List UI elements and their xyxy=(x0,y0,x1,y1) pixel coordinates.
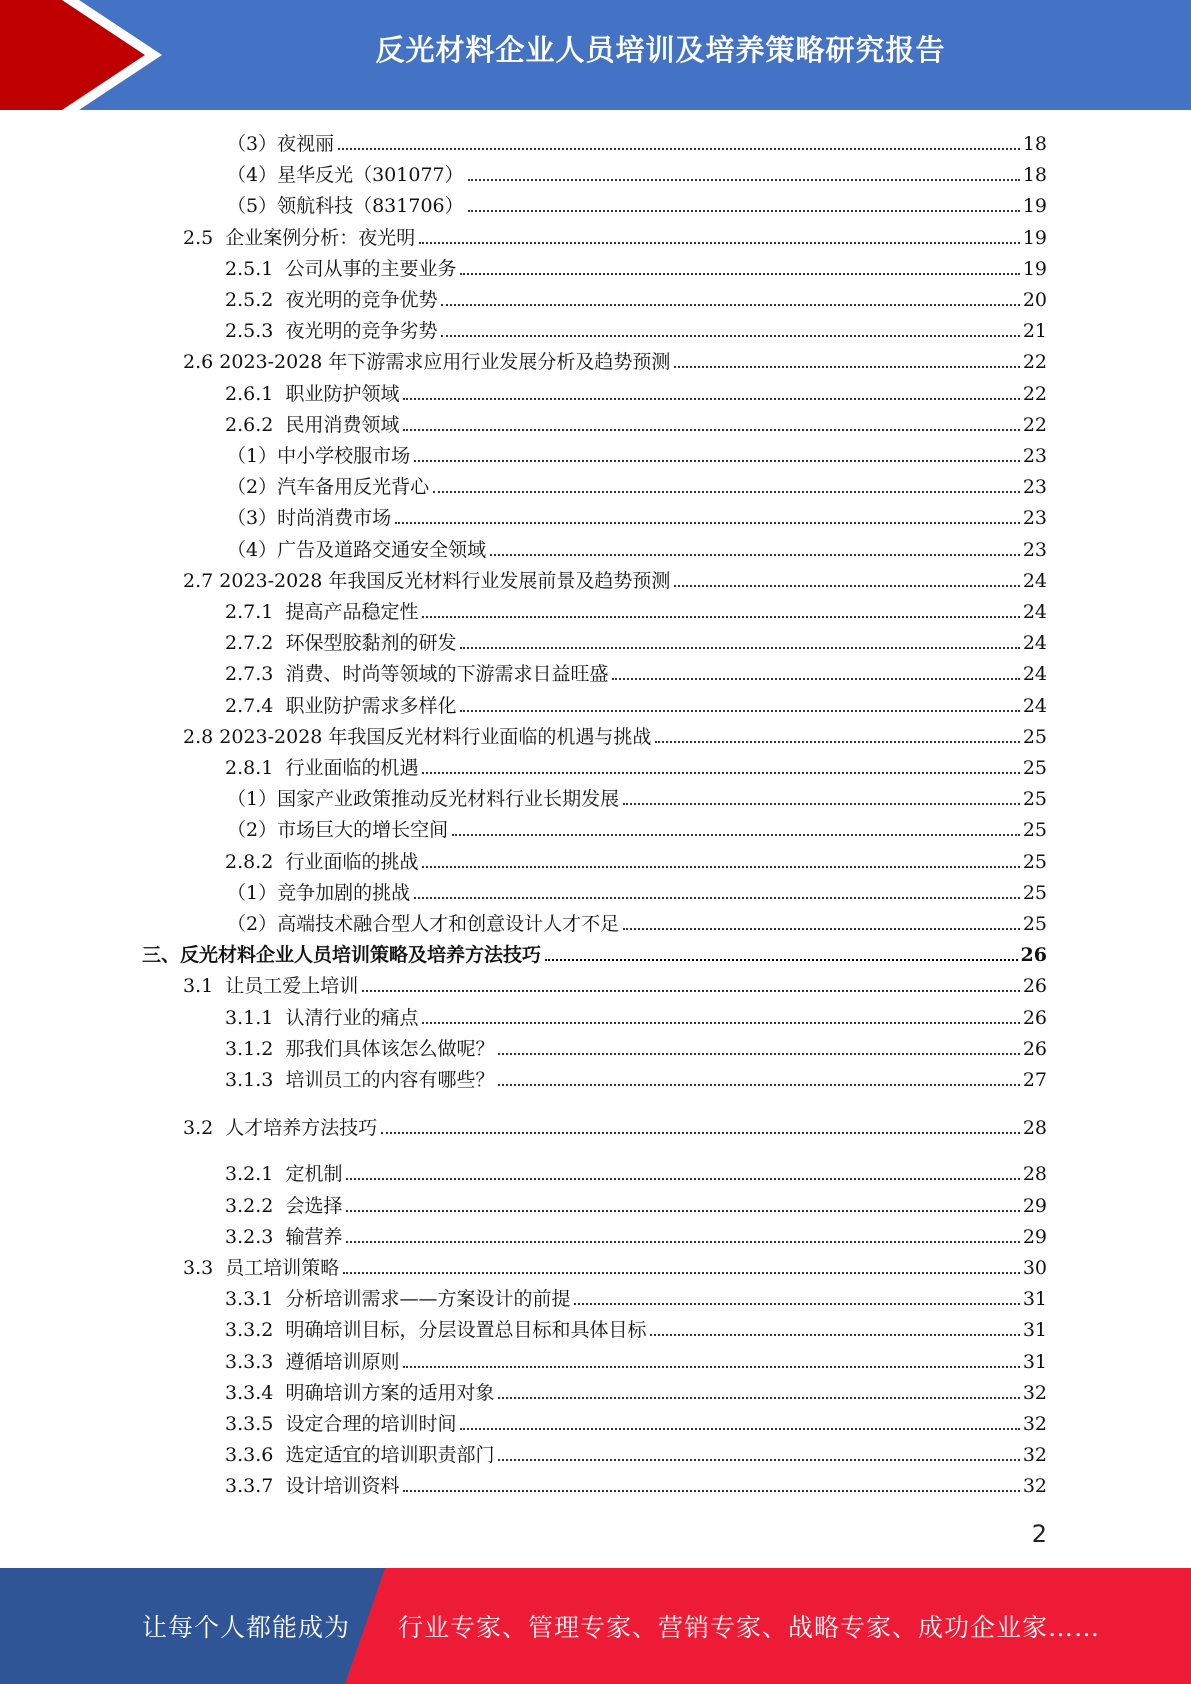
toc-entry-page: 32 xyxy=(1022,1444,1047,1467)
toc-entry-title: 夜光明的竞争劣势 xyxy=(285,320,438,343)
toc-chapter-entry[interactable] xyxy=(142,939,1047,967)
toc-entry[interactable] xyxy=(225,1221,1047,1249)
toc-entry-title: 广告及道路交通安全领域 xyxy=(277,538,487,561)
toc-entry-number: （1） xyxy=(227,445,278,467)
toc-entry-page: 25 xyxy=(1022,725,1047,748)
toc-entry-title: 民用消费领域 xyxy=(285,413,400,436)
toc-entry-number: 2.7.3 xyxy=(225,663,286,686)
toc-entry[interactable] xyxy=(225,253,1047,281)
toc-entry[interactable] xyxy=(225,409,1047,437)
toc-entry-page: 18 xyxy=(1022,133,1047,155)
toc-dot-leader xyxy=(460,273,1019,275)
toc-entry-title: 明确培训方案的适用对象 xyxy=(285,1381,495,1404)
toc-entry-title: 夜光明的竞争优势 xyxy=(285,289,438,311)
toc-entry-page: 31 xyxy=(1022,1288,1047,1311)
toc-entry-page: 26 xyxy=(1022,975,1047,998)
toc-dot-leader xyxy=(623,803,1020,805)
toc-entry[interactable] xyxy=(225,752,1047,780)
toc-entry-title: 培训员工的内容有哪些？ xyxy=(285,1069,495,1091)
toc-entry-number: 2.7 xyxy=(183,569,220,592)
toc-entry[interactable] xyxy=(225,1470,1047,1498)
toc-entry-title: 员工培训策略 xyxy=(225,1257,340,1279)
toc-entry-page: 24 xyxy=(1022,569,1047,592)
toc-entry-page: 19 xyxy=(1022,195,1047,218)
toc-dot-leader xyxy=(403,429,1019,431)
toc-entry-number: 3.3.3 xyxy=(225,1350,286,1373)
toc-entry[interactable] xyxy=(227,190,1047,218)
toc-entry-title: 设计培训资料 xyxy=(285,1475,400,1498)
toc-entry-page: 28 xyxy=(1022,1163,1047,1186)
toc-entry-title: 夜视丽 xyxy=(277,133,335,155)
toc-entry-page: 25 xyxy=(1022,819,1047,842)
toc-entry-number: 2.7.1 xyxy=(225,601,286,623)
toc-entry[interactable] xyxy=(225,1346,1047,1374)
toc-entry-page: 30 xyxy=(1022,1257,1047,1279)
toc-entry-number: 3.3.6 xyxy=(225,1444,286,1467)
toc-dot-leader xyxy=(623,928,1020,930)
toc-dot-leader xyxy=(403,1366,1019,1368)
toc-entry-page: 29 xyxy=(1022,1194,1047,1217)
toc-entry-page: 32 xyxy=(1022,1475,1047,1498)
toc-entry[interactable] xyxy=(225,1314,1047,1342)
footer-slogan-right: 行业专家、管理专家、营销专家、战略专家、成功企业家…… xyxy=(398,1613,1101,1642)
toc-dot-leader xyxy=(422,772,1019,774)
toc-entry-page: 23 xyxy=(1022,445,1047,467)
toc-entry-page: 20 xyxy=(1022,289,1047,311)
toc-entry-number: 3.3.2 xyxy=(225,1319,286,1342)
toc-entry-title: 星华反光（301077） xyxy=(277,164,464,187)
toc-entry-page: 32 xyxy=(1022,1381,1047,1404)
toc-entry-number: （5） xyxy=(227,195,278,218)
toc-entry-title: 分析培训需求——方案设计的前提 xyxy=(285,1288,571,1311)
toc-entry[interactable] xyxy=(225,846,1047,874)
toc-entry-number: 2.8.1 xyxy=(225,757,286,779)
toc-entry-page: 22 xyxy=(1022,351,1047,374)
toc-entry[interactable] xyxy=(227,128,1047,156)
toc-entry-number: （2） xyxy=(227,913,278,935)
toc-dot-leader xyxy=(338,148,1020,150)
toc-entry-title: 那我们具体该怎么做呢？ xyxy=(285,1037,495,1060)
toc-entry-title: 明确培训目标，分层设置总目标和具体目标 xyxy=(285,1319,647,1342)
toc-entry[interactable] xyxy=(227,814,1047,842)
toc-dot-leader xyxy=(346,1241,1019,1243)
toc-entry-page: 24 xyxy=(1022,601,1047,623)
toc-entry-number: 3.1.2 xyxy=(225,1037,286,1060)
header-chevron-decoration xyxy=(0,0,170,110)
toc-entry-title: 行业面临的机遇 xyxy=(285,757,419,779)
toc-entry[interactable] xyxy=(183,222,1047,250)
toc-entry[interactable] xyxy=(225,1408,1047,1436)
toc-dot-leader xyxy=(650,1334,1019,1336)
toc-dot-leader xyxy=(414,460,1020,462)
toc-entry-number: 3.2.3 xyxy=(225,1225,286,1248)
toc-entry[interactable] xyxy=(225,315,1047,343)
toc-entry[interactable] xyxy=(183,970,1047,998)
toc-entry[interactable] xyxy=(225,1283,1047,1311)
toc-entry-title: 提高产品稳定性 xyxy=(285,601,419,623)
toc-dot-leader xyxy=(468,210,1020,212)
toc-dot-leader xyxy=(545,959,1018,961)
toc-entry-title: 汽车备用反光背心 xyxy=(277,476,430,499)
toc-dot-leader xyxy=(655,741,1019,743)
toc-entry-number: 3.3.4 xyxy=(225,1381,286,1404)
toc-entry[interactable] xyxy=(227,877,1047,905)
toc-entry-number: 3.2.2 xyxy=(225,1194,286,1217)
toc-entry[interactable] xyxy=(225,1033,1047,1061)
toc-dot-leader xyxy=(574,1303,1019,1305)
toc-entry[interactable] xyxy=(225,284,1047,312)
toc-dot-leader xyxy=(468,179,1020,181)
toc-dot-leader xyxy=(422,616,1019,618)
toc-entry[interactable] xyxy=(227,534,1047,562)
toc-entry[interactable] xyxy=(183,346,1047,374)
toc-entry-number: 3.3.7 xyxy=(225,1475,286,1498)
toc-entry[interactable] xyxy=(183,1252,1047,1280)
toc-entry-number: （4） xyxy=(227,538,278,561)
toc-entry-number: 2.7.4 xyxy=(225,694,286,717)
toc-entry-page: 27 xyxy=(1022,1069,1047,1091)
toc-dot-leader xyxy=(422,1022,1019,1024)
toc-entry[interactable] xyxy=(183,565,1047,593)
toc-entry-title: 市场巨大的增长空间 xyxy=(277,819,449,842)
toc-entry-title: 遵循培训原则 xyxy=(285,1350,400,1373)
toc-entry[interactable] xyxy=(227,440,1047,468)
toc-entry-page: 23 xyxy=(1022,538,1047,561)
footer-banner xyxy=(0,1568,1191,1684)
toc-entry[interactable] xyxy=(225,1190,1047,1218)
toc-dot-leader xyxy=(498,1084,1019,1086)
toc-entry-number: 2.7.2 xyxy=(225,632,286,655)
toc-entry-number: （2） xyxy=(227,476,278,499)
toc-dot-leader xyxy=(452,834,1020,836)
toc-entry-number: 2.5.1 xyxy=(225,257,286,280)
toc-dot-leader xyxy=(674,585,1019,587)
toc-entry-title: 会选择 xyxy=(285,1194,343,1217)
toc-dot-leader xyxy=(362,990,1020,992)
toc-entry-page: 23 xyxy=(1022,476,1047,499)
toc-entry-title: 中小学校服市场 xyxy=(277,445,411,467)
toc-dot-leader xyxy=(498,1397,1019,1399)
toc-entry-number: 3.1 xyxy=(183,975,226,998)
toc-entry-number: （1） xyxy=(227,788,278,811)
toc-dot-leader xyxy=(403,1490,1019,1492)
toc-entry[interactable] xyxy=(225,627,1047,655)
toc-entry-title: 高端技术融合型人才和创意设计人才不足 xyxy=(277,913,620,935)
toc-entry-number: 3.3.1 xyxy=(225,1288,286,1311)
toc-entry[interactable] xyxy=(227,908,1047,936)
toc-entry-title: 让员工爱上培训 xyxy=(225,975,359,998)
toc-entry-title: 时尚消费市场 xyxy=(277,507,392,530)
toc-entry-title: 选定适宜的培训职责部门 xyxy=(285,1444,495,1467)
toc-entry-number: 三、 xyxy=(142,944,181,967)
toc-entry-page: 24 xyxy=(1022,694,1047,717)
toc-entry-title: 人才培养方法技巧 xyxy=(225,1117,378,1140)
toc-entry-page: 29 xyxy=(1022,1225,1047,1248)
toc-entry-page: 31 xyxy=(1022,1319,1047,1342)
toc-entry-number: 2.6 xyxy=(183,351,220,374)
toc-dot-leader xyxy=(490,554,1020,556)
toc-entry-page: 25 xyxy=(1022,757,1047,779)
toc-dot-leader xyxy=(460,710,1019,712)
toc-entry[interactable] xyxy=(225,1158,1047,1186)
toc-entry-title: 消费、时尚等领域的下游需求日益旺盛 xyxy=(285,663,609,686)
toc-entry-page: 26 xyxy=(1022,1006,1047,1029)
toc-entry[interactable] xyxy=(225,1439,1047,1467)
toc-entry-page: 22 xyxy=(1022,382,1047,405)
toc-entry-title: 2023-2028 年我国反光材料行业面临的机遇与挑战 xyxy=(219,725,652,748)
toc-dot-leader xyxy=(343,1272,1020,1274)
toc-dot-leader xyxy=(498,1053,1019,1055)
toc-entry-page: 19 xyxy=(1022,226,1047,249)
toc-dot-leader xyxy=(422,866,1019,868)
toc-entry-page: 24 xyxy=(1022,632,1047,655)
toc-entry-page: 26 xyxy=(1020,944,1047,967)
toc-entry-number: （1） xyxy=(227,881,278,904)
toc-entry[interactable] xyxy=(183,1112,1047,1140)
toc-entry-number: 3.2 xyxy=(183,1117,226,1140)
toc-dot-leader xyxy=(395,522,1020,524)
toc-entry[interactable] xyxy=(227,502,1047,530)
toc-entry-number: 2.8 xyxy=(183,725,220,748)
toc-dot-leader xyxy=(414,897,1020,899)
toc-dot-leader xyxy=(403,398,1019,400)
toc-entry-title: 竞争加剧的挑战 xyxy=(277,881,411,904)
toc-dot-leader xyxy=(460,647,1019,649)
toc-entry-title: 领航科技（831706） xyxy=(277,195,464,218)
toc-entry-title: 2023-2028 年下游需求应用行业发展分析及趋势预测 xyxy=(219,351,671,374)
toc-entry-page: 23 xyxy=(1022,507,1047,530)
toc-entry[interactable] xyxy=(225,1064,1047,1092)
toc-dot-leader xyxy=(612,678,1019,680)
toc-entry-title: 2023-2028 年我国反光材料行业发展前景及趋势预测 xyxy=(219,569,671,592)
toc-entry-number: 2.5 xyxy=(183,226,226,249)
toc-entry[interactable] xyxy=(227,471,1047,499)
toc-entry-title: 公司从事的主要业务 xyxy=(285,257,457,280)
toc-entry-number: 3.2.1 xyxy=(225,1163,286,1186)
toc-entry-title: 反光材料企业人员培训策略及培养方法技巧 xyxy=(180,944,542,967)
toc-entry-title: 职业防护需求多样化 xyxy=(285,694,457,717)
toc-entry-page: 31 xyxy=(1022,1350,1047,1373)
toc-entry[interactable] xyxy=(183,721,1047,749)
toc-dot-leader xyxy=(433,491,1020,493)
toc-entry-title: 职业防护领域 xyxy=(285,382,400,405)
toc-entry-number: 2.5.2 xyxy=(225,289,286,311)
toc-dot-leader xyxy=(498,1459,1019,1461)
toc-entry-title: 设定合理的培训时间 xyxy=(285,1413,457,1435)
toc-entry-title: 定机制 xyxy=(285,1163,343,1186)
toc-entry-title: 行业面临的挑战 xyxy=(285,850,419,873)
toc-entry-title: 企业案例分析：夜光明 xyxy=(225,226,416,249)
toc-dot-leader xyxy=(441,304,1019,306)
toc-entry-number: 3.3.5 xyxy=(225,1413,286,1435)
toc-dot-leader xyxy=(419,242,1020,244)
toc-entry-number: 3.1.1 xyxy=(225,1006,286,1029)
toc-entry[interactable] xyxy=(227,159,1047,187)
toc-entry-number: （3） xyxy=(227,507,278,530)
toc-dot-leader xyxy=(381,1132,1020,1134)
toc-entry[interactable] xyxy=(225,1377,1047,1405)
toc-dot-leader xyxy=(346,1210,1019,1212)
header-banner xyxy=(0,0,1191,110)
toc-entry-title: 输营养 xyxy=(285,1225,343,1248)
toc-entry-number: 2.6.1 xyxy=(225,382,286,405)
toc-entry-page: 19 xyxy=(1022,257,1047,280)
toc-entry-number: （4） xyxy=(227,164,278,187)
toc-entry-title: 国家产业政策推动反光材料行业长期发展 xyxy=(277,788,620,811)
toc-entry-number: 3.1.3 xyxy=(225,1069,286,1091)
toc-dot-leader xyxy=(441,335,1019,337)
toc-entry[interactable] xyxy=(225,378,1047,406)
toc-entry[interactable] xyxy=(225,690,1047,718)
toc-entry-page: 26 xyxy=(1022,1037,1047,1060)
toc-dot-leader xyxy=(346,1178,1019,1180)
toc-entry-page: 21 xyxy=(1022,320,1047,343)
toc-entry-number: 3.3 xyxy=(183,1257,226,1279)
toc-entry-number: （3） xyxy=(227,133,278,155)
toc-entry-number: （2） xyxy=(227,819,278,842)
toc-entry-page: 32 xyxy=(1022,1413,1047,1435)
toc-dot-leader xyxy=(460,1428,1019,1430)
toc-dot-leader xyxy=(674,366,1019,368)
toc-entry-page: 25 xyxy=(1022,881,1047,904)
toc-entry-page: 18 xyxy=(1022,164,1047,187)
page-number: 2 xyxy=(1031,1520,1047,1548)
footer-slogan-left: 让每个人都能成为 xyxy=(142,1613,351,1642)
toc-entry-title: 环保型胶黏剂的研发 xyxy=(285,632,457,655)
toc-entry[interactable] xyxy=(225,658,1047,686)
toc-entry-page: 25 xyxy=(1022,850,1047,873)
toc-entry-page: 28 xyxy=(1022,1117,1047,1140)
toc-entry[interactable] xyxy=(227,783,1047,811)
report-title: 反光材料企业人员培训及培养策略研究报告 xyxy=(375,33,946,67)
toc-entry-page: 25 xyxy=(1022,913,1047,935)
toc-entry-number: 2.8.2 xyxy=(225,850,286,873)
toc-entry-page: 24 xyxy=(1022,663,1047,686)
toc-entry[interactable] xyxy=(225,596,1047,624)
toc-entry-number: 2.5.3 xyxy=(225,320,286,343)
toc-entry-title: 认清行业的痛点 xyxy=(285,1006,419,1029)
toc-entry-number: 2.6.2 xyxy=(225,413,286,436)
toc-entry-page: 25 xyxy=(1022,788,1047,811)
toc-entry[interactable] xyxy=(225,1002,1047,1030)
toc-entry-page: 22 xyxy=(1022,413,1047,436)
